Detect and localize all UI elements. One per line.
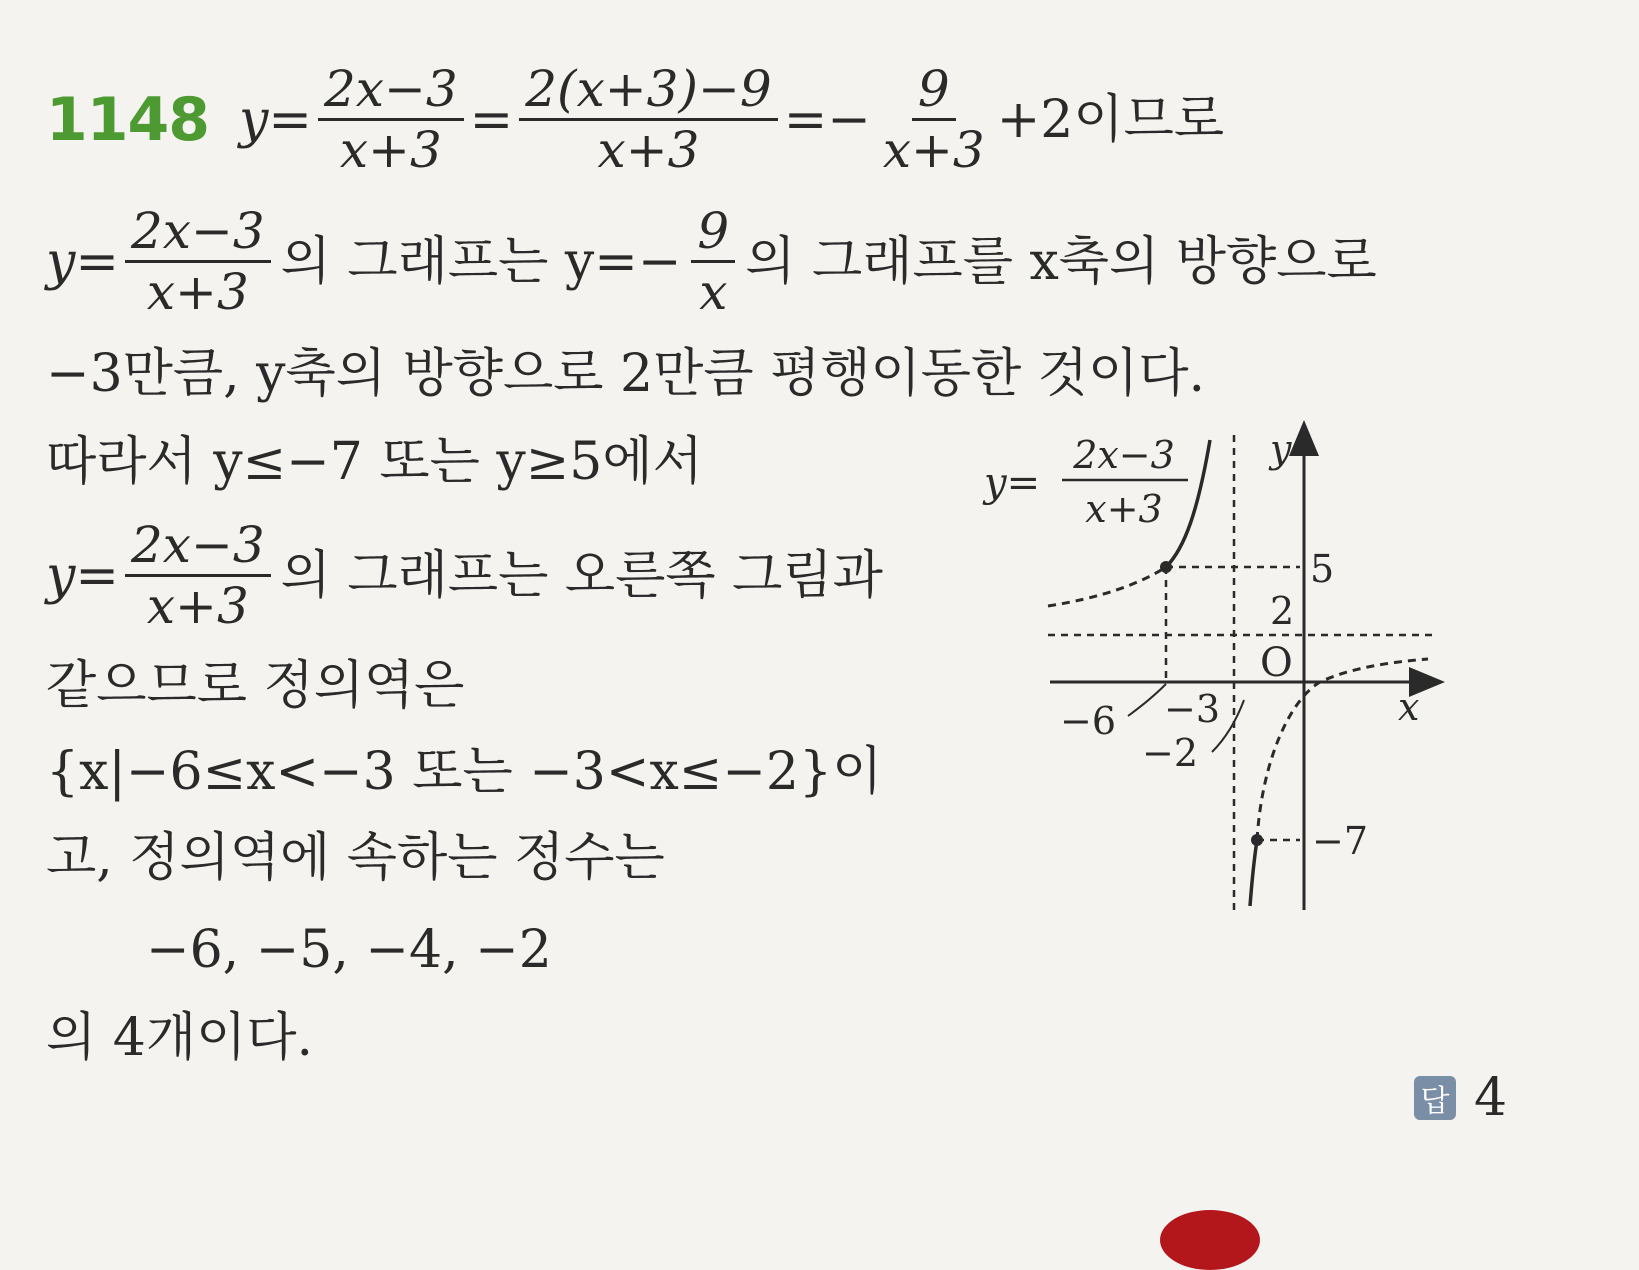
line-8: 고, 정의역에 속하는 정수는: [46, 828, 665, 888]
answer-value: 4: [1474, 1068, 1508, 1128]
fraction-denominator: x: [699, 263, 728, 321]
line-4: 따라서 y≤−7 또는 y≥5에서: [46, 432, 703, 492]
line-9: −6, −5, −4, −2: [146, 920, 552, 980]
problem-number: 1148: [46, 84, 209, 155]
y-tick-m7: −7: [1312, 819, 1369, 863]
line-7: {x|−6≤x<−3 또는 −3<x≤−2}이: [46, 742, 883, 802]
line2-tail: 의 그래프를 x축의 방향으로: [745, 231, 1377, 292]
x-axis-label: x: [1398, 685, 1420, 729]
fraction-numerator: 2x−3: [318, 64, 464, 121]
point-m2-m7: [1251, 834, 1263, 846]
line1-tail: +2이므로: [996, 89, 1225, 150]
x-tick-m2: −2: [1142, 731, 1199, 775]
y-tick-5: 5: [1310, 547, 1335, 591]
fraction-denominator: x+3: [146, 577, 249, 635]
equals-minus: =−: [783, 89, 871, 150]
fraction-denominator: x+3: [882, 121, 985, 179]
line5-lhs: y=: [46, 545, 119, 606]
curve-left-dashed: [1048, 567, 1166, 606]
x-tick-m3: −3: [1164, 687, 1221, 731]
point-m6-5: [1160, 561, 1172, 573]
line5-tail: 의 그래프는 오른쪽 그림과: [280, 545, 883, 606]
answer-icon: 답: [1414, 1076, 1456, 1120]
graph-label-numerator: 2x−3: [1073, 433, 1175, 477]
fraction-numerator: 2x−3: [125, 206, 271, 263]
curve-right-solid: [1250, 840, 1257, 906]
fraction-denominator: x+3: [339, 121, 442, 179]
pointer-m6: [1128, 684, 1166, 716]
fraction-numerator: 9: [912, 64, 956, 121]
fraction-numerator: 9: [691, 206, 735, 263]
line1-lhs: y=: [239, 89, 312, 150]
fraction-numerator: 2(x+3)−9: [519, 64, 777, 121]
line2-lhs: y=: [46, 231, 119, 292]
equals-sign: =: [469, 89, 514, 150]
graph-label-lhs: y=: [984, 460, 1041, 506]
graph-label-denominator: x+3: [1085, 487, 1163, 531]
fraction-denominator: x+3: [597, 121, 700, 179]
red-shape: [1160, 1210, 1260, 1270]
fraction-numerator: 2x−3: [125, 520, 271, 577]
y-axis-label: y: [1270, 427, 1292, 471]
origin-label: O: [1260, 640, 1293, 686]
x-tick-m6: −6: [1060, 699, 1117, 743]
line-10: 의 4개이다.: [46, 1008, 314, 1068]
y-tick-2: 2: [1270, 589, 1295, 633]
line2-mid: 의 그래프는 y=−: [280, 231, 682, 292]
line-6: 같으므로 정의역은: [46, 656, 465, 716]
fraction-denominator: x+3: [146, 263, 249, 321]
line-3: −3만큼, y축의 방향으로 2만큼 평행이동한 것이다.: [46, 344, 1205, 404]
